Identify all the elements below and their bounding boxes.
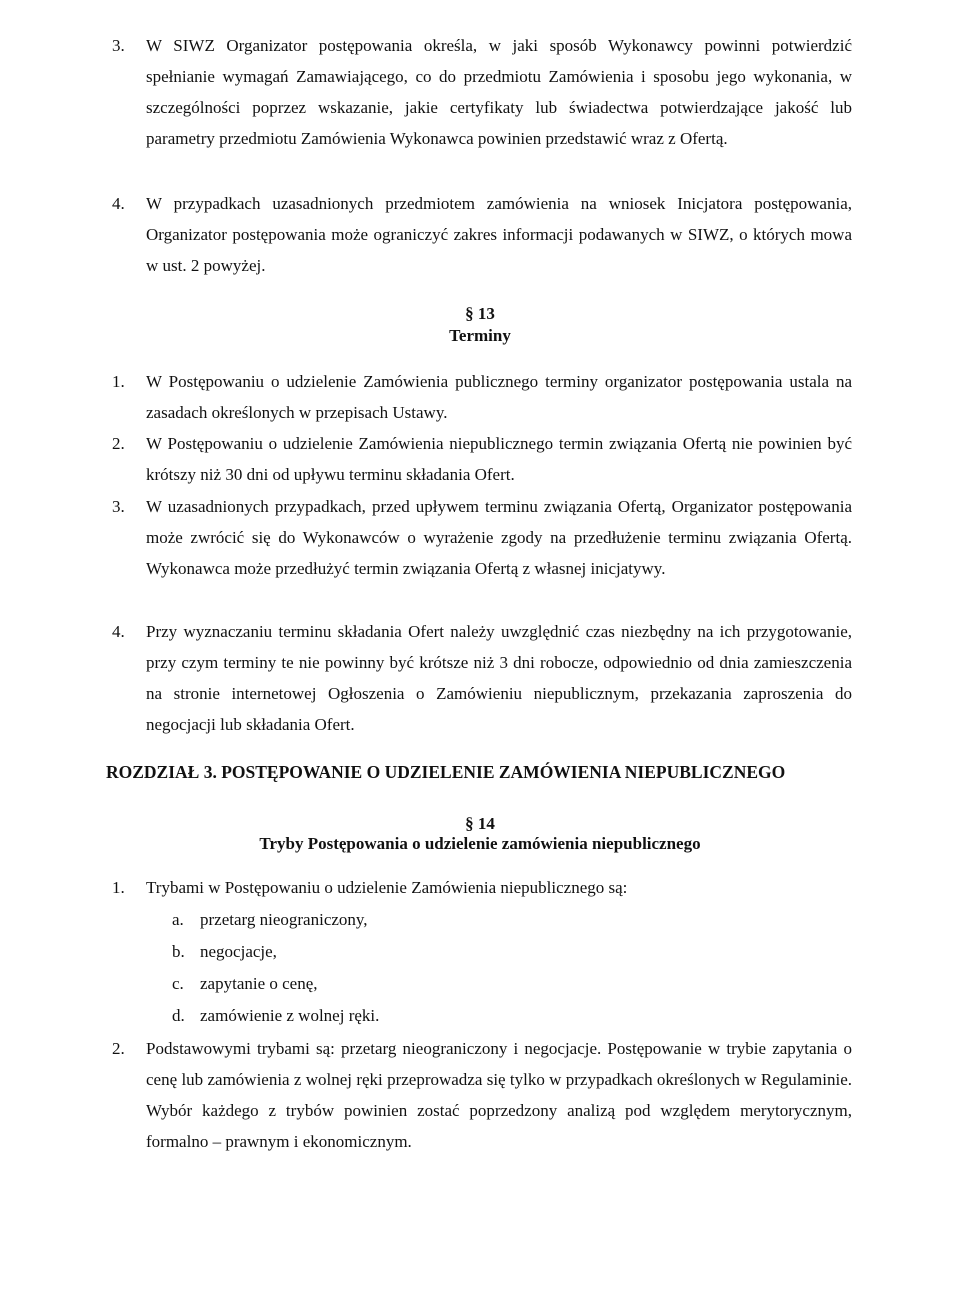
subitem-text: negocjacje, — [200, 942, 277, 961]
item-number: 1. — [112, 372, 125, 391]
item-text: Przy wyznaczaniu terminu składania Ofert należy uwzględnić czas niezbędny na ich przygotowanie, przy czym terminy te nie powinny być krótsze niż 3 dni robocze, odpowiednio od dnia zamieszczenia na stronie internetowej Ogłoszenia o Zamówieniu niepublicznym, przekazania zaproszenia do negocjacji lub składania Ofert. — [146, 622, 852, 734]
item-number: 3. — [112, 36, 125, 55]
item-number: 2. — [112, 434, 125, 453]
s14-item-1 — [112, 872, 852, 903]
item-text: W uzasadnionych przypadkach, przed upływem terminu związania Ofertą, Organizator postępowania może zwrócić się do Wykonawców o wyrażenie zgody na przedłużenie terminu związania Ofertą. Wykonawca może przedłużyć termin związania Ofertą z własnej inicjatywy. — [146, 497, 852, 578]
s13-item-1 — [112, 366, 852, 428]
subitem-text: zapytanie o cenę, — [200, 974, 318, 993]
subitem-letter: a. — [172, 910, 184, 929]
item-number: 1. — [112, 878, 125, 897]
item-number: 3. — [112, 497, 125, 516]
item-text: Trybami w Postępowaniu o udzielenie Zamówienia niepublicznego są: — [146, 878, 628, 897]
subitem-text: zamówienie z wolnej ręki. — [200, 1006, 380, 1025]
section-13-title: Terminy — [449, 326, 511, 345]
s14-subitem-b — [172, 936, 277, 967]
item-text: W Postępowaniu o udzielenie Zamówienia publicznego terminy organizator postępowania ustala na zasadach określonych w przepisach Ustawy. — [146, 372, 852, 422]
section-13-number: § 13 — [465, 304, 495, 323]
subitem-text: przetarg nieograniczony, — [200, 910, 368, 929]
item-number: 4. — [112, 194, 125, 213]
subitem-letter: d. — [172, 1006, 185, 1025]
item-number: 4. — [112, 622, 125, 641]
s12-item-4 — [112, 188, 852, 281]
subitem-letter: c. — [172, 974, 184, 993]
s13-item-4 — [112, 616, 852, 740]
s12-item-3 — [112, 30, 852, 154]
chapter-heading: ROZDZIAŁ 3. POSTĘPOWANIE O UDZIELENIE ZAMÓWIENIA NIEPUBLICZNEGO — [106, 762, 786, 782]
item-text: W SIWZ Organizator postępowania określa, w jaki sposób Wykonawcy powinni potwierdzić spełnianie wymagań Zamawiającego, co do przedmiotu Zamówienia i sposobu jego wykonania, w szczególności poprzez wskazanie, jakie certyfikaty lub świadectwa potwierdzające jakość lub parametry przedmiotu Zamówienia Wykonawca powinien przedstawić wraz z Ofertą. — [146, 36, 852, 148]
item-number: 2. — [112, 1039, 125, 1058]
s14-subitem-c — [172, 968, 318, 999]
section-14-title: Tryby Postępowania o udzielenie zamówienia niepublicznego — [259, 834, 701, 853]
s13-item-3 — [112, 491, 852, 584]
s14-subitem-a — [172, 904, 368, 935]
item-text: W Postępowaniu o udzielenie Zamówienia niepublicznego termin związania Ofertą nie powinien być krótszy niż 30 dni od upływu terminu składania Ofert. — [146, 434, 852, 484]
s14-subitem-d — [172, 1000, 379, 1031]
item-text: Podstawowymi trybami są: przetarg nieograniczony i negocjacje. Postępowanie w trybie zapytania o cenę lub zamówienia z wolnej ręki przeprowadza się tylko w przypadkach określonych w Regulaminie. Wybór każdego z trybów powinien zostać poprzedzony analizą pod względem merytorycznym, formalno – prawnym i ekonomicznym. — [146, 1039, 852, 1151]
s14-item-2 — [112, 1033, 852, 1157]
subitem-letter: b. — [172, 942, 185, 961]
s13-item-2 — [112, 428, 852, 490]
section-14-number: § 14 — [465, 814, 495, 833]
item-text: W przypadkach uzasadnionych przedmiotem zamówienia na wniosek Inicjatora postępowania, Organizator postępowania może ograniczyć zakres informacji podawanych w SIWZ, o których mowa w ust. 2 powyżej. — [146, 194, 852, 275]
